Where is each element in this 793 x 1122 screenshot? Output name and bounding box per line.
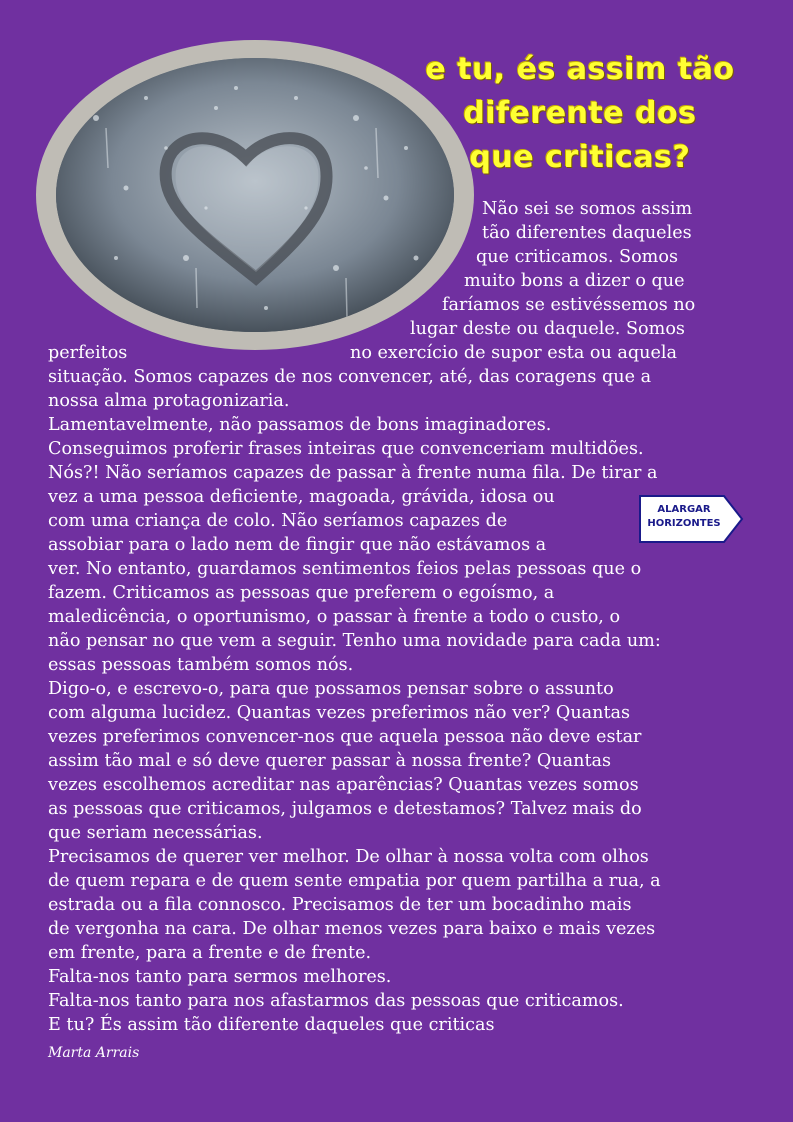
article-line: de vergonha na cara. De olhar menos vezes para baixo e mais vezes (48, 919, 656, 939)
heart-on-window-image (56, 58, 454, 332)
article-line: fazem. Criticamos as pessoas que preferem o egoísmo, a (48, 583, 555, 603)
article-line: Lamentavelmente, não passamos de bons imaginadores. (48, 415, 552, 435)
article-line: não pensar no que vem a seguir. Tenho uma novidade para cada um: (48, 631, 661, 651)
article-line: no exercício de supor esta ou aquela (350, 343, 678, 363)
article-line: E tu? És assim tão diferente daqueles que criticas (48, 1015, 495, 1035)
article-line: estrada ou a fila connosco. Precisamos de ter um bocadinho mais (48, 895, 632, 915)
photo-frame (36, 40, 474, 350)
article-line: com uma criança de colo. Não seríamos capazes de (48, 511, 508, 531)
article-line: essas pessoas também somos nós. (48, 655, 354, 675)
title-line-2: diferente dos (463, 96, 697, 131)
article-line: lugar deste ou daquele. Somos (410, 319, 685, 339)
alargar-horizontes-arrow-button[interactable] (638, 494, 744, 544)
article-line: perfeitos (48, 343, 128, 363)
title-line-3: que criticas? (469, 140, 691, 175)
article-line: de quem repara e de quem sente empatia por quem partilha a rua, a (48, 871, 661, 891)
badge-label-line-2: HORIZONTES (647, 518, 721, 529)
author-signature: Marta Arrais (48, 1045, 140, 1061)
article-line: vezes escolhemos acreditar nas aparências? Quantas vezes somos (48, 775, 639, 795)
article-line: Nós?! Não seríamos capazes de passar à frente numa fila. De tirar a (48, 463, 658, 483)
badge-label-line-1: ALARGAR (657, 504, 711, 515)
article-line: vez a uma pessoa deficiente, magoada, grávida, idosa ou (48, 487, 555, 507)
article-line: vezes preferimos convencer-nos que aquela pessoa não deve estar (48, 727, 642, 747)
article-line: Conseguimos proferir frases inteiras que convenceriam multidões. (48, 439, 644, 459)
article-line: tão diferentes daqueles (482, 223, 692, 243)
article-line: situação. Somos capazes de nos convencer, até, das coragens que a (48, 367, 652, 387)
rainy-window-heart-photo (56, 58, 454, 332)
article-line: assim tão mal e só deve querer passar à nossa frente? Quantas (48, 751, 612, 771)
article-line: Digo-o, e escrevo-o, para que possamos pensar sobre o assunto (48, 679, 614, 699)
article-line: ver. No entanto, guardamos sentimentos feios pelas pessoas que o (48, 559, 642, 579)
article-line: Falta-nos tanto para sermos melhores. (48, 967, 392, 987)
article-line: que criticamos. Somos (476, 247, 678, 267)
badge-label (638, 503, 730, 531)
article-line: faríamos se estivéssemos no (442, 295, 696, 315)
article-line: nossa alma protagonizaria. (48, 391, 290, 411)
article-line: muito bons a dizer o que (464, 271, 685, 291)
article-line: Falta-nos tanto para nos afastarmos das pessoas que criticamos. (48, 991, 624, 1011)
title-line-1: e tu, és assim tão (425, 52, 735, 87)
article-line: Precisamos de querer ver melhor. De olhar à nossa volta com olhos (48, 847, 649, 867)
article-line: Não sei se somos assim (482, 199, 693, 219)
article-line: em frente, para a frente e de frente. (48, 943, 372, 963)
article-line: que seriam necessárias. (48, 823, 263, 843)
article-line: as pessoas que criticamos, julgamos e detestamos? Talvez mais do (48, 799, 642, 819)
article-line: assobiar para o lado nem de fingir que não estávamos a (48, 535, 547, 555)
article-line: com alguma lucidez. Quantas vezes preferimos não ver? Quantas (48, 703, 631, 723)
article-line: maledicência, o oportunismo, o passar à frente a todo o custo, o (48, 607, 621, 627)
